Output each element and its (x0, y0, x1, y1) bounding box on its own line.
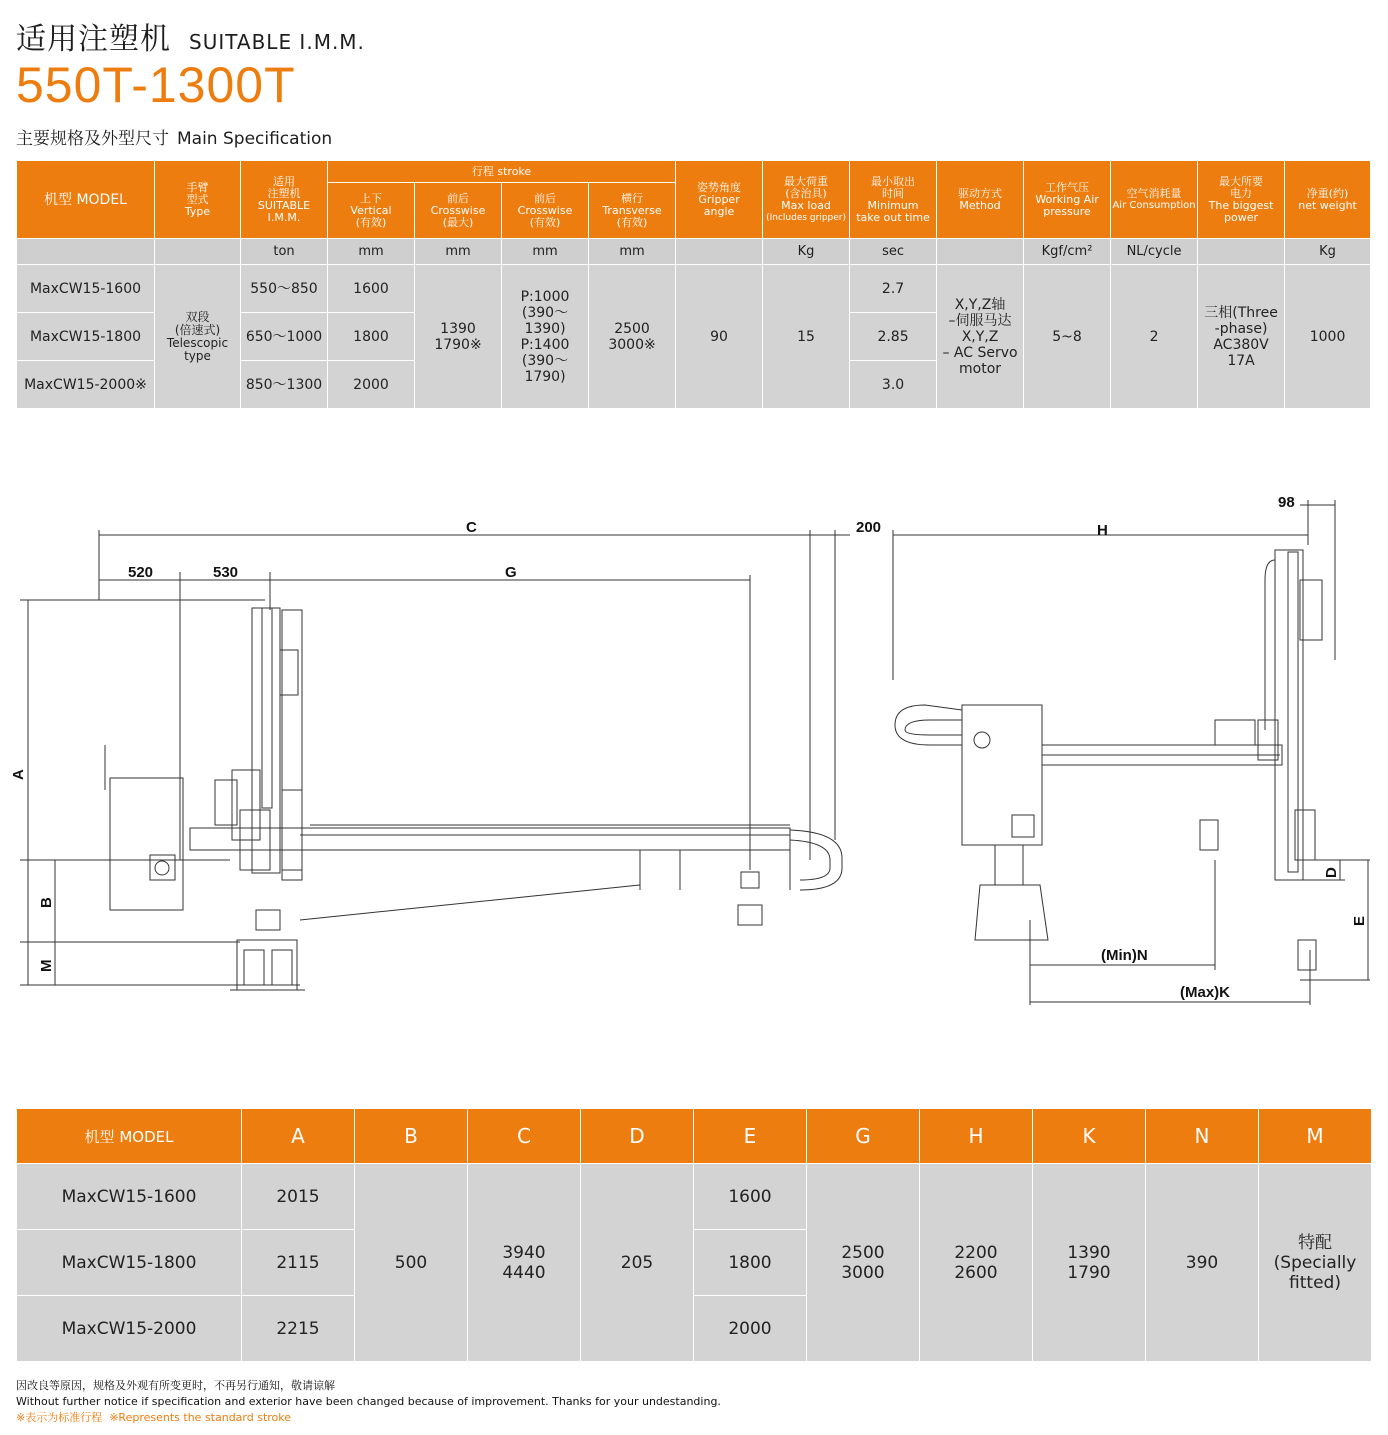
title-en: SUITABLE I.M.M. (189, 30, 365, 54)
dim-header-E: E (694, 1109, 807, 1164)
spec-takeout: 2.7 (850, 265, 937, 313)
spec-power: 三相(Three -phase) AC380V 17A (1198, 265, 1285, 409)
spec-header-weight: 净重(约) net weight (1285, 161, 1371, 239)
unit-maxload: Kg (763, 239, 850, 265)
dim-header-K: K (1033, 1109, 1146, 1164)
spec-table (16, 160, 1388, 409)
spec-takeout: 3.0 (850, 361, 937, 409)
dim-label-B: B (38, 897, 55, 908)
dim-header-C: C (468, 1109, 581, 1164)
dim-label-C: C (466, 519, 477, 536)
unit-imm: ton (241, 239, 328, 265)
spec-header-type: 手臂 型式 Type (155, 161, 241, 239)
spec-header-transverse: 横行 Transverse (有效) (589, 183, 676, 239)
dim-label-E: E (1351, 915, 1368, 926)
note-std-en: ※Represents the standard stroke (109, 1411, 292, 1424)
dim-E: 2000 (694, 1296, 807, 1362)
spec-consumption: 2 (1111, 265, 1198, 409)
spec-header-takeout: 最小取出 时间 Minimum take out time (850, 161, 937, 239)
dim-label-98: 98 (1278, 494, 1295, 511)
dim-header-D: D (581, 1109, 694, 1164)
dimension-drawing (0, 480, 1388, 1020)
spec-method: X,Y,Z轴 –伺服马达 X,Y,Z – AC Servo motor (937, 265, 1024, 409)
spec-header-crosswise-max: 前后 Crosswise (最大) (415, 183, 502, 239)
spec-header-air: 工作气压 Working Air pressure (1024, 161, 1111, 239)
dim-header-G: G (807, 1109, 920, 1164)
spec-type: 双段 (倍速式) Telescopic type (155, 265, 241, 409)
section-heading-cn: 主要规格及外型尺寸 (16, 129, 169, 149)
spec-takeout: 2.85 (850, 313, 937, 361)
spec-header-gripper: 姿势角度 Gripper angle (676, 161, 763, 239)
dim-header-B: B (355, 1109, 468, 1164)
dim-header-N: N (1146, 1109, 1259, 1164)
spec-air: 5~8 (1024, 265, 1111, 409)
dim-label-530: 530 (213, 564, 239, 581)
dim-label-M: M (38, 959, 55, 972)
spec-transverse: 2500 3000※ (589, 265, 676, 409)
spec-model: MaxCW15-1800 (17, 313, 155, 361)
footer-notes (16, 1378, 721, 1426)
note-standard-stroke (16, 1410, 721, 1426)
spec-imm: 650～1000 (241, 313, 328, 361)
dim-label-G: G (505, 564, 517, 581)
dim-B: 500 (355, 1164, 468, 1362)
dim-A: 2015 (242, 1164, 355, 1230)
spec-model: MaxCW15-2000※ (17, 361, 155, 409)
dim-A: 2115 (242, 1230, 355, 1296)
dim-label-520: 520 (128, 564, 154, 581)
unit-takeout: sec (850, 239, 937, 265)
dim-model: MaxCW15-1800 (17, 1230, 242, 1296)
unit-transverse: mm (589, 239, 676, 265)
dim-label-max-k: (Max)K (1180, 984, 1231, 1001)
unit-cross-eff: mm (502, 239, 589, 265)
spec-header-vertical: 上下 Vertical (有效) (328, 183, 415, 239)
spec-header-model: 机型 MODEL (17, 161, 155, 239)
note-en: Without further notice if specification and exterior have been changed because of improvement. Thanks for your undestanding. (16, 1395, 721, 1408)
spec-cross-max: 1390 1790※ (415, 265, 502, 409)
spec-header-method: 驱动方式 Method (937, 161, 1024, 239)
spec-header-consumption: 空气消耗量 Air Consumption (1111, 161, 1198, 239)
spec-cross-eff: P:1000 (390～1390) P:1400 (390～1790) (502, 265, 589, 409)
dim-C: 3940 4440 (468, 1164, 581, 1362)
dim-model: MaxCW15-1600 (17, 1164, 242, 1230)
spec-weight: 1000 (1285, 265, 1371, 409)
note-std-cn: ※表示为标准行程 (16, 1411, 103, 1424)
title-cn: 适用注塑机 (16, 22, 171, 57)
page-title (16, 14, 365, 58)
table-row (17, 1164, 1372, 1230)
unit-weight: Kg (1285, 239, 1371, 265)
tonnage-range: 550T-1300T (16, 57, 296, 113)
dim-label-200: 200 (856, 519, 882, 536)
unit-consumption: NL/cycle (1111, 239, 1198, 265)
spec-units-row (17, 239, 1388, 265)
spec-imm: 550～850 (241, 265, 328, 313)
unit-air: Kgf/cm² (1024, 239, 1111, 265)
dim-header-H: H (920, 1109, 1033, 1164)
dim-label-D: D (1323, 867, 1340, 878)
dim-A: 2215 (242, 1296, 355, 1362)
spec-header-maxload: 最大荷重 (含治具) Max load (Includes gripper) (763, 161, 850, 239)
spec-header-stroke: 行程 stroke (328, 161, 676, 183)
dim-E: 1800 (694, 1230, 807, 1296)
spec-header-imm: 适用 注塑机 SUITABLE I.M.M. (241, 161, 328, 239)
dim-label-H: H (1097, 522, 1108, 539)
dim-H: 2200 2600 (920, 1164, 1033, 1362)
section-heading-en: Main Specification (177, 129, 333, 149)
note-cn: 因改良等原因，规格及外观有所变更时，不再另行通知，敬请谅解 (16, 1379, 335, 1392)
dim-label-min-n: (Min)N (1101, 947, 1148, 964)
dim-D: 205 (581, 1164, 694, 1362)
spec-maxload: 15 (763, 265, 850, 409)
dim-label-A: A (10, 769, 27, 780)
dim-K: 1390 1790 (1033, 1164, 1146, 1362)
dim-header-model: 机型 MODEL (17, 1109, 242, 1164)
unit-vertical: mm (328, 239, 415, 265)
spec-vertical: 2000 (328, 361, 415, 409)
dim-G: 2500 3000 (807, 1164, 920, 1362)
spec-gripper: 90 (676, 265, 763, 409)
spec-header-power: 最大所要 电力 The biggest power (1198, 161, 1285, 239)
spec-vertical: 1600 (328, 265, 415, 313)
spec-imm: 850～1300 (241, 361, 328, 409)
dim-header-A: A (242, 1109, 355, 1164)
unit-cross-max: mm (415, 239, 502, 265)
dim-N: 390 (1146, 1164, 1259, 1362)
dim-M: 特配 (Specially fitted) (1259, 1164, 1372, 1362)
section-heading (16, 124, 332, 149)
table-row (17, 265, 1388, 313)
dim-header-M: M (1259, 1109, 1372, 1164)
spec-vertical: 1800 (328, 313, 415, 361)
dim-E: 1600 (694, 1164, 807, 1230)
spec-header-crosswise-eff: 前后 Crosswise (有效) (502, 183, 589, 239)
dimension-table (16, 1108, 1372, 1362)
spec-model: MaxCW15-1600 (17, 265, 155, 313)
dim-model: MaxCW15-2000 (17, 1296, 242, 1362)
